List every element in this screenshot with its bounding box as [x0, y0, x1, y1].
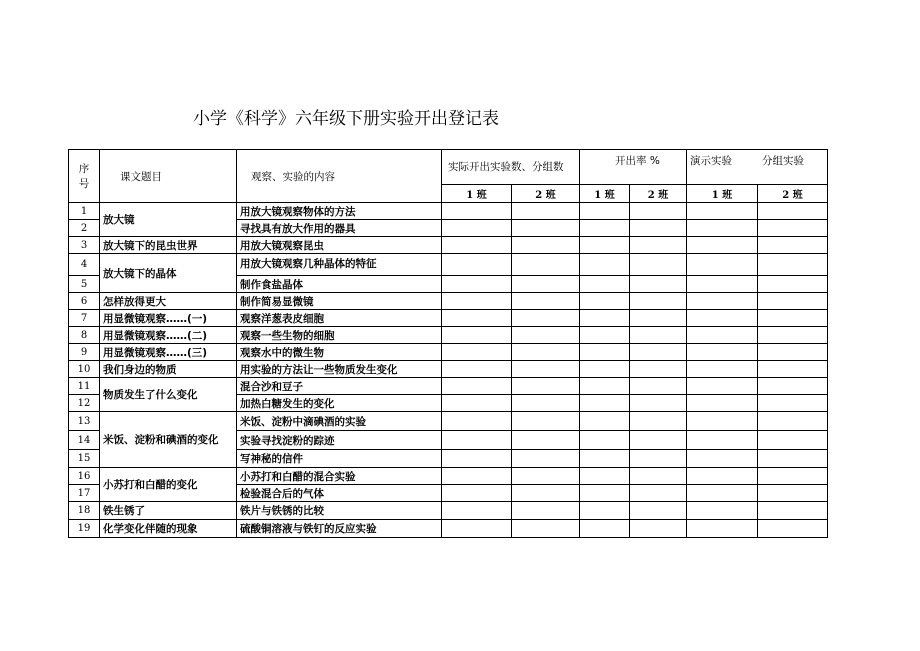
- data-cell: [630, 450, 687, 468]
- data-cell: [580, 293, 630, 310]
- experiment-content: 实验寻找淀粉的踪迹: [237, 431, 442, 450]
- row-number: 16: [69, 468, 100, 485]
- data-cell: [630, 361, 687, 378]
- row-number: 8: [69, 327, 100, 344]
- row-number: 7: [69, 310, 100, 327]
- data-cell: [687, 468, 758, 485]
- data-cell: [442, 203, 512, 220]
- data-cell: [687, 450, 758, 468]
- data-cell: [512, 431, 580, 450]
- data-cell: [580, 327, 630, 344]
- header-group: 分组实验: [762, 155, 805, 167]
- experiment-content: 观察一些生物的细胞: [237, 327, 442, 344]
- data-cell: [442, 468, 512, 485]
- row-number: 19: [69, 520, 100, 538]
- header-demo: 演示实验: [690, 155, 733, 167]
- row-number: 1: [69, 203, 100, 220]
- header-seq: 序号: [69, 150, 100, 203]
- data-cell: [580, 254, 630, 276]
- header-content: 观察、实验的内容: [237, 150, 442, 203]
- data-cell: [758, 361, 828, 378]
- data-cell: [442, 327, 512, 344]
- data-cell: [758, 344, 828, 361]
- header-class-1: 1 班: [580, 185, 630, 203]
- data-cell: [630, 395, 687, 412]
- data-cell: [580, 361, 630, 378]
- data-cell: [512, 237, 580, 254]
- experiment-content: 制作食盐晶体: [237, 276, 442, 293]
- lesson-title: 放大镜下的晶体: [100, 254, 237, 293]
- data-cell: [580, 237, 630, 254]
- data-cell: [512, 450, 580, 468]
- header-rate: 开出率 %: [580, 150, 687, 185]
- data-cell: [630, 378, 687, 395]
- header-class-2: 2 班: [512, 185, 580, 203]
- data-cell: [580, 220, 630, 237]
- data-cell: [580, 450, 630, 468]
- experiment-content: 寻找具有放大作用的器具: [237, 220, 442, 237]
- data-cell: [758, 431, 828, 450]
- experiment-content: 用放大镜观察物体的方法: [237, 203, 442, 220]
- row-number: 15: [69, 450, 100, 468]
- data-cell: [758, 327, 828, 344]
- data-cell: [630, 293, 687, 310]
- data-cell: [580, 412, 630, 431]
- row-number: 4: [69, 254, 100, 276]
- data-cell: [580, 378, 630, 395]
- experiment-content: 小苏打和白醋的混合实验: [237, 468, 442, 485]
- lesson-title: 小苏打和白醋的变化: [100, 468, 237, 502]
- lesson-title: 用显微镜观察……(二): [100, 327, 237, 344]
- data-cell: [512, 293, 580, 310]
- data-cell: [630, 276, 687, 293]
- data-cell: [630, 468, 687, 485]
- data-cell: [580, 395, 630, 412]
- data-cell: [630, 310, 687, 327]
- lesson-title: 用显微镜观察……(一): [100, 310, 237, 327]
- data-cell: [442, 310, 512, 327]
- header-class-1: 1 班: [442, 185, 512, 203]
- data-cell: [687, 237, 758, 254]
- data-cell: [512, 220, 580, 237]
- data-cell: [512, 203, 580, 220]
- data-cell: [630, 220, 687, 237]
- data-cell: [512, 254, 580, 276]
- data-cell: [512, 310, 580, 327]
- lesson-title: 怎样放得更大: [100, 293, 237, 310]
- header-demo-group: [687, 150, 828, 185]
- data-cell: [687, 395, 758, 412]
- data-cell: [442, 237, 512, 254]
- experiment-content: 写神秘的信件: [237, 450, 442, 468]
- data-cell: [687, 203, 758, 220]
- data-cell: [758, 293, 828, 310]
- experiment-content: 检验混合后的气体: [237, 485, 442, 502]
- data-cell: [442, 344, 512, 361]
- data-cell: [580, 203, 630, 220]
- data-cell: [442, 520, 512, 538]
- data-cell: [758, 220, 828, 237]
- data-cell: [758, 203, 828, 220]
- experiment-content: 观察洋葱表皮细胞: [237, 310, 442, 327]
- data-cell: [687, 361, 758, 378]
- data-cell: [442, 378, 512, 395]
- data-cell: [630, 327, 687, 344]
- data-cell: [580, 431, 630, 450]
- data-cell: [630, 203, 687, 220]
- row-number: 6: [69, 293, 100, 310]
- data-cell: [512, 468, 580, 485]
- data-cell: [630, 254, 687, 276]
- data-cell: [758, 276, 828, 293]
- row-number: 11: [69, 378, 100, 395]
- page-title: 小学《科学》六年级下册实验开出登记表: [193, 109, 499, 129]
- data-cell: [442, 361, 512, 378]
- data-cell: [512, 502, 580, 520]
- lesson-title: 用显微镜观察……(三): [100, 344, 237, 361]
- registration-table: [68, 149, 828, 538]
- data-cell: [580, 468, 630, 485]
- row-number: 12: [69, 395, 100, 412]
- header-class-2: 2 班: [630, 185, 687, 203]
- data-cell: [687, 502, 758, 520]
- header-actual: 实际开出实验数、分组数: [442, 150, 580, 185]
- experiment-content: 混合沙和豆子: [237, 378, 442, 395]
- experiment-content: 用实验的方法让一些物质发生变化: [237, 361, 442, 378]
- lesson-title: 放大镜下的昆虫世界: [100, 237, 237, 254]
- row-number: 5: [69, 276, 100, 293]
- row-number: 13: [69, 412, 100, 431]
- data-cell: [687, 431, 758, 450]
- row-number: 10: [69, 361, 100, 378]
- data-cell: [630, 412, 687, 431]
- data-cell: [442, 431, 512, 450]
- data-cell: [442, 276, 512, 293]
- row-number: 17: [69, 485, 100, 502]
- row-number: 2: [69, 220, 100, 237]
- experiment-content: 制作简易显微镜: [237, 293, 442, 310]
- experiment-content: 用放大镜观察昆虫: [237, 237, 442, 254]
- data-cell: [630, 431, 687, 450]
- header-lesson: 课文题目: [100, 150, 237, 203]
- row-number: 3: [69, 237, 100, 254]
- data-cell: [630, 485, 687, 502]
- data-cell: [512, 395, 580, 412]
- data-cell: [442, 450, 512, 468]
- data-cell: [630, 520, 687, 538]
- row-number: 9: [69, 344, 100, 361]
- data-cell: [580, 310, 630, 327]
- data-cell: [758, 254, 828, 276]
- data-cell: [687, 276, 758, 293]
- data-cell: [512, 361, 580, 378]
- experiment-content: 硫酸铜溶液与铁钉的反应实验: [237, 520, 442, 538]
- data-cell: [512, 276, 580, 293]
- data-cell: [758, 310, 828, 327]
- data-cell: [442, 485, 512, 502]
- row-number: 14: [69, 431, 100, 450]
- data-cell: [630, 502, 687, 520]
- data-cell: [758, 485, 828, 502]
- data-cell: [758, 502, 828, 520]
- data-cell: [758, 378, 828, 395]
- data-cell: [442, 293, 512, 310]
- data-cell: [512, 378, 580, 395]
- data-cell: [580, 502, 630, 520]
- data-cell: [512, 327, 580, 344]
- data-cell: [580, 344, 630, 361]
- data-cell: [687, 220, 758, 237]
- data-cell: [687, 293, 758, 310]
- data-cell: [687, 485, 758, 502]
- data-cell: [580, 276, 630, 293]
- data-cell: [758, 412, 828, 431]
- data-cell: [442, 220, 512, 237]
- data-cell: [512, 344, 580, 361]
- experiment-content: 观察水中的微生物: [237, 344, 442, 361]
- data-cell: [687, 327, 758, 344]
- data-cell: [758, 520, 828, 538]
- experiment-content: 铁片与铁锈的比较: [237, 502, 442, 520]
- data-cell: [758, 395, 828, 412]
- data-cell: [512, 520, 580, 538]
- lesson-title: 我们身边的物质: [100, 361, 237, 378]
- data-cell: [442, 395, 512, 412]
- data-cell: [687, 378, 758, 395]
- data-cell: [687, 344, 758, 361]
- data-cell: [687, 310, 758, 327]
- data-cell: [580, 485, 630, 502]
- data-cell: [687, 412, 758, 431]
- experiment-content: 加热白糖发生的变化: [237, 395, 442, 412]
- data-cell: [758, 237, 828, 254]
- data-cell: [758, 450, 828, 468]
- data-cell: [630, 237, 687, 254]
- experiment-content: 米饭、淀粉中滴碘酒的实验: [237, 412, 442, 431]
- experiment-content: 用放大镜观察几种晶体的特征: [237, 254, 442, 276]
- data-cell: [687, 520, 758, 538]
- lesson-title: 米饭、淀粉和碘酒的变化: [100, 412, 237, 468]
- header-class-2: 2 班: [758, 185, 828, 203]
- data-cell: [630, 344, 687, 361]
- data-cell: [758, 468, 828, 485]
- lesson-title: 铁生锈了: [100, 502, 237, 520]
- data-cell: [512, 412, 580, 431]
- data-cell: [442, 502, 512, 520]
- row-number: 18: [69, 502, 100, 520]
- lesson-title: 化学变化伴随的现象: [100, 520, 237, 538]
- data-cell: [442, 412, 512, 431]
- data-cell: [442, 254, 512, 276]
- lesson-title: 放大镜: [100, 203, 237, 237]
- data-cell: [580, 520, 630, 538]
- data-cell: [687, 254, 758, 276]
- data-cell: [512, 485, 580, 502]
- lesson-title: 物质发生了什么变化: [100, 378, 237, 412]
- header-class-1: 1 班: [687, 185, 758, 203]
